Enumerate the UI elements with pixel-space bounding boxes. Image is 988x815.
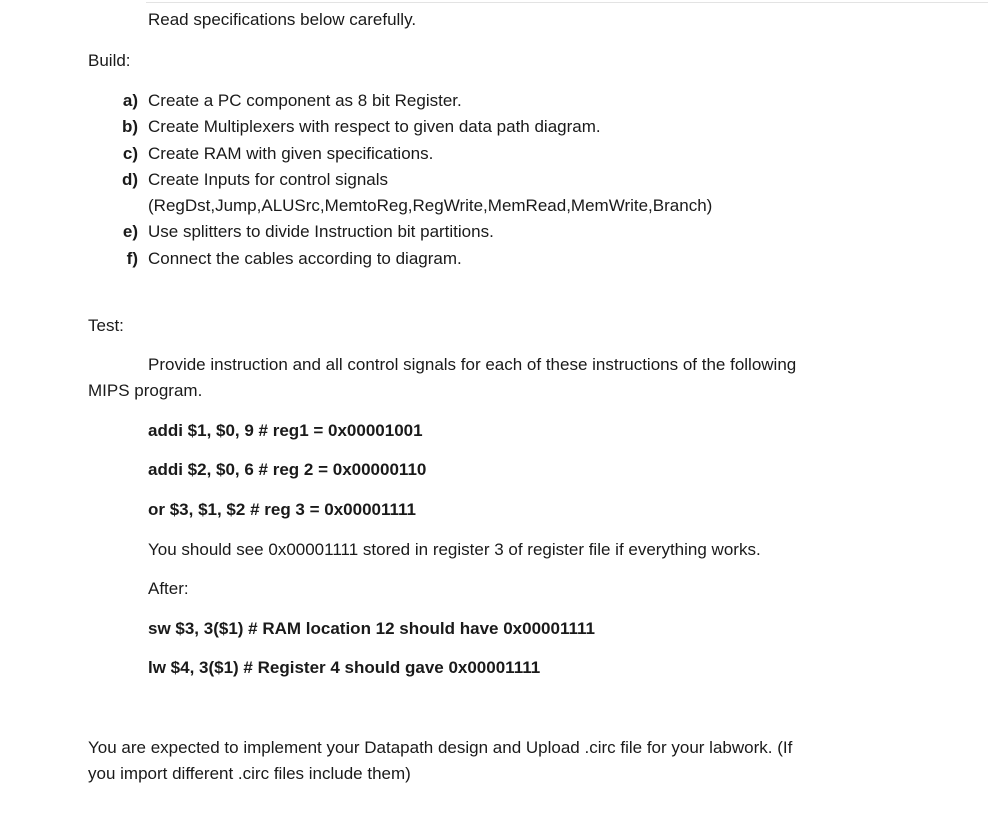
list-item-text: Connect the cables according to diagram. [148,249,462,268]
build-heading: Build: [88,51,131,70]
code-line: or $3, $1, $2 # reg 3 = 0x00001111 [148,500,416,519]
code-line: lw $4, 3($1) # Register 4 should gave 0x00001111 [148,658,541,677]
after-label: After: [148,579,189,598]
list-item-text: Use splitters to divide Instruction bit partitions. [148,222,494,241]
intro-text: Read specifications below carefully. [148,10,417,29]
list-marker: d) [121,170,138,189]
test-heading: Test: [88,316,124,335]
list-marker: b) [121,117,138,136]
list-item-text: Create Inputs for control signals [148,170,389,189]
list-item-text: Create a PC component as 8 bit Register. [148,91,462,110]
footer-line2: you import different .circ files include them) [88,764,411,783]
list-item-text: Create RAM with given specifications. [148,144,434,163]
code-line: addi $1, $0, 9 # reg1 = 0x00001001 [148,421,423,440]
list-item-text: Create Multiplexers with respect to given data path diagram. [148,117,601,136]
result-note: You should see 0x00001111 stored in register 3 of register file if everything works. [148,540,761,559]
page-top-rule [146,2,988,3]
list-marker: f) [126,249,138,268]
list-marker: a) [122,91,138,110]
test-paragraph-line2: MIPS program. [88,381,203,400]
footer-line1: You are expected to implement your Datapath design and Upload .circ file for your labwork. (If [88,738,793,757]
list-marker: c) [122,144,138,163]
code-line: addi $2, $0, 6 # reg 2 = 0x00000110 [148,460,427,479]
control-signals-list: (RegDst,Jump,ALUSrc,MemtoReg,RegWrite,MemRead,MemWrite,Branch) [148,196,713,215]
code-line: sw $3, 3($1) # RAM location 12 should have 0x00001111 [148,619,595,638]
test-paragraph-line1: Provide instruction and all control signals for each of these instructions of the following [148,355,797,374]
list-marker: e) [122,222,138,241]
